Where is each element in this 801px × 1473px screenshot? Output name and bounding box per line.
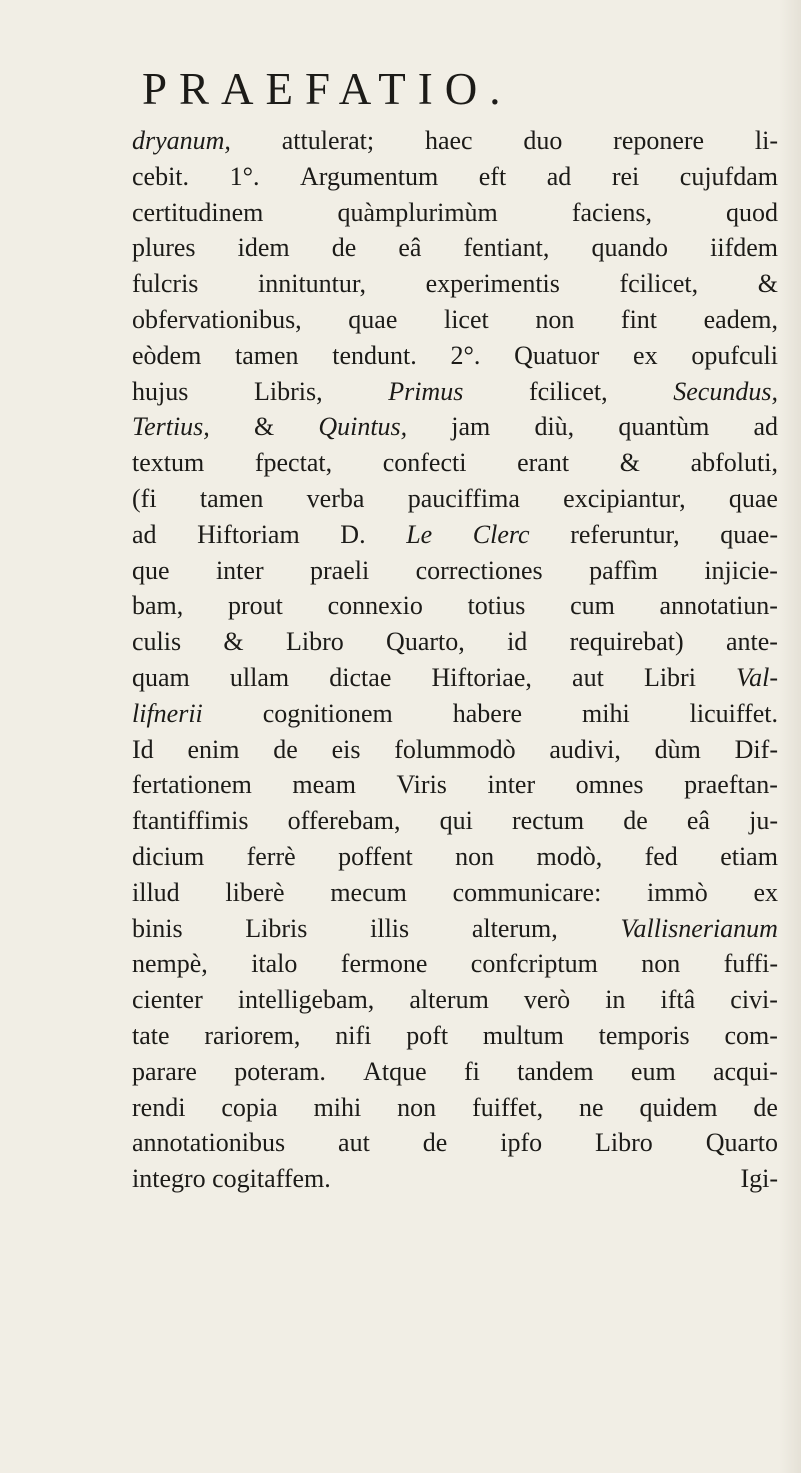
word: quae- bbox=[720, 519, 778, 549]
word: quod bbox=[726, 197, 778, 227]
word: fuffi- bbox=[723, 949, 778, 979]
text-line bbox=[132, 374, 778, 410]
word: mihi bbox=[582, 698, 630, 728]
text-line bbox=[132, 445, 778, 481]
word: idem bbox=[237, 233, 290, 263]
text-line bbox=[132, 875, 778, 911]
word: fuiffet, bbox=[472, 1092, 544, 1122]
word: fcilicet, bbox=[528, 376, 608, 406]
word: tendunt. bbox=[332, 340, 417, 370]
text-line bbox=[132, 553, 778, 589]
text-line bbox=[132, 159, 778, 195]
word: cujufdam bbox=[679, 161, 778, 191]
word: 2°. bbox=[450, 340, 481, 370]
word: verba bbox=[306, 483, 365, 513]
word: iifdem bbox=[710, 233, 778, 263]
word: aut bbox=[572, 662, 604, 692]
word: cognitionem bbox=[262, 698, 393, 728]
word: de bbox=[422, 1128, 448, 1158]
word: binis bbox=[132, 913, 183, 943]
word: meam bbox=[292, 770, 356, 800]
word: non bbox=[397, 1092, 437, 1122]
word: confecti bbox=[382, 448, 467, 478]
word: copia bbox=[221, 1092, 278, 1122]
word: correctiones bbox=[415, 555, 543, 585]
word: Libris, bbox=[253, 376, 323, 406]
text-line bbox=[132, 982, 778, 1018]
word: innituntur, bbox=[258, 269, 367, 299]
word: mihi bbox=[313, 1092, 362, 1122]
word: haec bbox=[424, 126, 473, 155]
word: praeftan- bbox=[684, 770, 778, 800]
word: temporis bbox=[598, 1020, 690, 1050]
word: poteram. bbox=[234, 1056, 326, 1086]
word: alterum, bbox=[471, 913, 558, 943]
word: culis bbox=[132, 627, 182, 657]
word: Quarto, bbox=[386, 627, 465, 657]
word: requirebat) bbox=[569, 627, 684, 657]
word: duo bbox=[523, 126, 563, 155]
word: aut bbox=[338, 1128, 370, 1158]
word: Id bbox=[132, 734, 154, 764]
word: eâ bbox=[398, 233, 422, 263]
word: ex bbox=[753, 877, 778, 907]
word: pauciffima bbox=[407, 483, 520, 513]
word: poffent bbox=[338, 841, 413, 871]
word: plures bbox=[132, 233, 196, 263]
word: tamen bbox=[199, 483, 264, 513]
page-edge-shadow bbox=[779, 0, 801, 1473]
word: audivi, bbox=[549, 734, 621, 764]
word: cebit. bbox=[132, 161, 190, 191]
word: civi- bbox=[730, 985, 778, 1015]
word: & bbox=[253, 412, 275, 442]
word: illud bbox=[132, 877, 180, 907]
word: ju- bbox=[749, 806, 778, 836]
word: offerebam, bbox=[287, 806, 401, 836]
word: quàmplurimùm bbox=[337, 197, 498, 227]
word: ne bbox=[579, 1092, 604, 1122]
word: dicium bbox=[132, 841, 205, 871]
word: quae bbox=[348, 304, 398, 334]
text-line bbox=[132, 946, 778, 982]
page-header: PRAEFATIO. bbox=[142, 64, 513, 114]
word: verò bbox=[523, 985, 571, 1015]
text-line bbox=[132, 1054, 778, 1090]
word: Libris bbox=[245, 913, 308, 943]
text-line bbox=[132, 266, 778, 302]
word: nempè, bbox=[132, 949, 208, 979]
word: que bbox=[132, 555, 170, 585]
word: ante- bbox=[725, 627, 778, 657]
word: fulcris bbox=[132, 269, 199, 299]
word: lifnerii bbox=[132, 698, 203, 728]
text-line bbox=[132, 911, 778, 947]
word: quam bbox=[132, 662, 190, 692]
word: quae bbox=[728, 483, 778, 513]
word: nifi bbox=[335, 1020, 372, 1050]
word: annotatiun- bbox=[659, 591, 778, 621]
word: dryanum, bbox=[132, 126, 231, 155]
word: reponere bbox=[613, 126, 705, 155]
word: folummodò bbox=[394, 734, 516, 764]
text-line bbox=[132, 660, 778, 696]
word: Dif- bbox=[734, 734, 778, 764]
word: qui bbox=[439, 806, 473, 836]
word: fint bbox=[620, 304, 658, 334]
word: fi bbox=[463, 1056, 480, 1086]
word: erant bbox=[517, 448, 570, 478]
word: tate bbox=[132, 1020, 170, 1050]
word: eadem, bbox=[703, 304, 778, 334]
text-line bbox=[132, 696, 778, 732]
word: & bbox=[223, 627, 244, 657]
word: abfoluti, bbox=[690, 448, 778, 478]
word: inter bbox=[215, 555, 264, 585]
word: Primus bbox=[388, 376, 464, 406]
word: habere bbox=[452, 698, 523, 728]
word: modò, bbox=[536, 841, 603, 871]
word: paffìm bbox=[589, 555, 658, 585]
word: prout bbox=[227, 591, 283, 621]
word: intelligebam, bbox=[237, 985, 375, 1015]
word: confcriptum bbox=[470, 949, 598, 979]
word: ad bbox=[753, 412, 778, 442]
word: inter bbox=[487, 770, 536, 800]
text-line bbox=[132, 732, 778, 768]
word: certitudinem bbox=[132, 197, 264, 227]
word: Clerc bbox=[472, 519, 530, 549]
word: in bbox=[605, 985, 626, 1015]
word: & bbox=[619, 448, 640, 478]
word: iftâ bbox=[660, 985, 696, 1015]
catchword: Igi- bbox=[740, 1164, 778, 1194]
text-line bbox=[132, 302, 778, 338]
text-line bbox=[132, 588, 778, 624]
word: & bbox=[757, 269, 778, 299]
word: ad bbox=[132, 519, 157, 549]
word: fentiant, bbox=[463, 233, 550, 263]
word: Val- bbox=[736, 662, 778, 692]
word: non bbox=[641, 949, 681, 979]
word: Le bbox=[406, 519, 433, 549]
word: illis bbox=[370, 913, 410, 943]
word: fcilicet, bbox=[619, 269, 699, 299]
word: alterum bbox=[409, 985, 489, 1015]
word: Libri bbox=[643, 662, 696, 692]
body-text bbox=[132, 123, 778, 1197]
word: textum bbox=[132, 448, 205, 478]
word: Libro bbox=[285, 627, 344, 657]
word: faciens, bbox=[571, 197, 652, 227]
word: licuiffet. bbox=[689, 698, 778, 728]
word: tandem bbox=[517, 1056, 594, 1086]
word: opufculi bbox=[691, 340, 778, 370]
word: eum bbox=[630, 1056, 676, 1086]
word: com- bbox=[724, 1020, 778, 1050]
word: Quintus, bbox=[318, 412, 408, 442]
word: totius bbox=[467, 591, 526, 621]
word: dùm bbox=[654, 734, 701, 764]
word: tamen bbox=[235, 340, 299, 370]
word: licet bbox=[443, 304, 489, 334]
word: injicie- bbox=[704, 555, 778, 585]
text-segment: integro cogitaffem. bbox=[132, 1164, 331, 1194]
word: de bbox=[623, 806, 648, 836]
text-line bbox=[132, 1125, 778, 1161]
text-line bbox=[132, 123, 778, 159]
word: ad bbox=[546, 161, 572, 191]
word: de bbox=[753, 1092, 778, 1122]
word: id bbox=[507, 627, 528, 657]
word: immò bbox=[647, 877, 708, 907]
word: annotationibus bbox=[132, 1128, 286, 1158]
text-line bbox=[132, 803, 778, 839]
text-line bbox=[132, 517, 778, 553]
word: cum bbox=[570, 591, 615, 621]
word: Argumentum bbox=[300, 161, 439, 191]
word: ullam bbox=[229, 662, 290, 692]
word: Secundus, bbox=[673, 376, 778, 406]
word: referuntur, bbox=[570, 519, 680, 549]
word: italo bbox=[251, 949, 298, 979]
word: fed bbox=[644, 841, 678, 871]
word: Vallisnerianum bbox=[620, 913, 778, 943]
word: ex bbox=[633, 340, 658, 370]
text-line bbox=[132, 1090, 778, 1126]
word: Hiftoriae, bbox=[431, 662, 532, 692]
word: eis bbox=[331, 734, 361, 764]
word: Atque bbox=[363, 1056, 427, 1086]
text-line bbox=[132, 195, 778, 231]
word: quantùm bbox=[618, 412, 710, 442]
word: rendi bbox=[132, 1092, 186, 1122]
text-line bbox=[132, 230, 778, 266]
word: D. bbox=[340, 519, 366, 549]
text-line bbox=[132, 624, 778, 660]
word: connexio bbox=[327, 591, 423, 621]
word: omnes bbox=[575, 770, 644, 800]
word: communicare: bbox=[452, 877, 602, 907]
word: Hiftoriam bbox=[197, 519, 300, 549]
word: acqui- bbox=[712, 1056, 778, 1086]
word: Libro bbox=[595, 1128, 653, 1158]
word: parare bbox=[132, 1056, 197, 1086]
word: cienter bbox=[132, 985, 203, 1015]
word: jam bbox=[451, 412, 491, 442]
text-line bbox=[132, 481, 778, 517]
text-line bbox=[132, 1161, 778, 1197]
word: enim bbox=[187, 734, 240, 764]
text-line bbox=[132, 409, 778, 445]
word: ferrè bbox=[246, 841, 296, 871]
word: attulerat; bbox=[281, 126, 375, 155]
word: fermone bbox=[340, 949, 428, 979]
word: rariorem, bbox=[204, 1020, 301, 1050]
word: Viris bbox=[396, 770, 447, 800]
word: ipfo bbox=[500, 1128, 543, 1158]
word: mecum bbox=[330, 877, 407, 907]
word: bam, bbox=[132, 591, 184, 621]
word: dictae bbox=[329, 662, 392, 692]
word: quidem bbox=[639, 1092, 718, 1122]
word: non bbox=[455, 841, 495, 871]
word: eòdem bbox=[132, 340, 202, 370]
text-line bbox=[132, 839, 778, 875]
word: obfervationibus, bbox=[132, 304, 302, 334]
word: Tertius, bbox=[132, 412, 210, 442]
word: (fi bbox=[132, 483, 157, 513]
word: eâ bbox=[686, 806, 710, 836]
word: etiam bbox=[720, 841, 778, 871]
word: multum bbox=[482, 1020, 564, 1050]
word: li- bbox=[754, 126, 778, 155]
word: Quatuor bbox=[514, 340, 600, 370]
word: experimentis bbox=[425, 269, 560, 299]
word: 1°. bbox=[229, 161, 260, 191]
word: excipiantur, bbox=[563, 483, 686, 513]
text-line bbox=[132, 1018, 778, 1054]
word: praeli bbox=[310, 555, 370, 585]
word: hujus bbox=[132, 376, 189, 406]
word: rei bbox=[611, 161, 640, 191]
word: Quarto bbox=[705, 1128, 778, 1158]
word: quando bbox=[591, 233, 669, 263]
word: de bbox=[273, 734, 298, 764]
word: de bbox=[331, 233, 357, 263]
word: poft bbox=[406, 1020, 449, 1050]
word: ftantiffimis bbox=[132, 806, 249, 836]
word: eft bbox=[478, 161, 507, 191]
word: rectum bbox=[511, 806, 585, 836]
word: diù, bbox=[534, 412, 575, 442]
text-line bbox=[132, 338, 778, 374]
word: fpectat, bbox=[254, 448, 333, 478]
word: fertationem bbox=[132, 770, 252, 800]
word: non bbox=[535, 304, 575, 334]
word: liberè bbox=[225, 877, 285, 907]
text-line bbox=[132, 767, 778, 803]
